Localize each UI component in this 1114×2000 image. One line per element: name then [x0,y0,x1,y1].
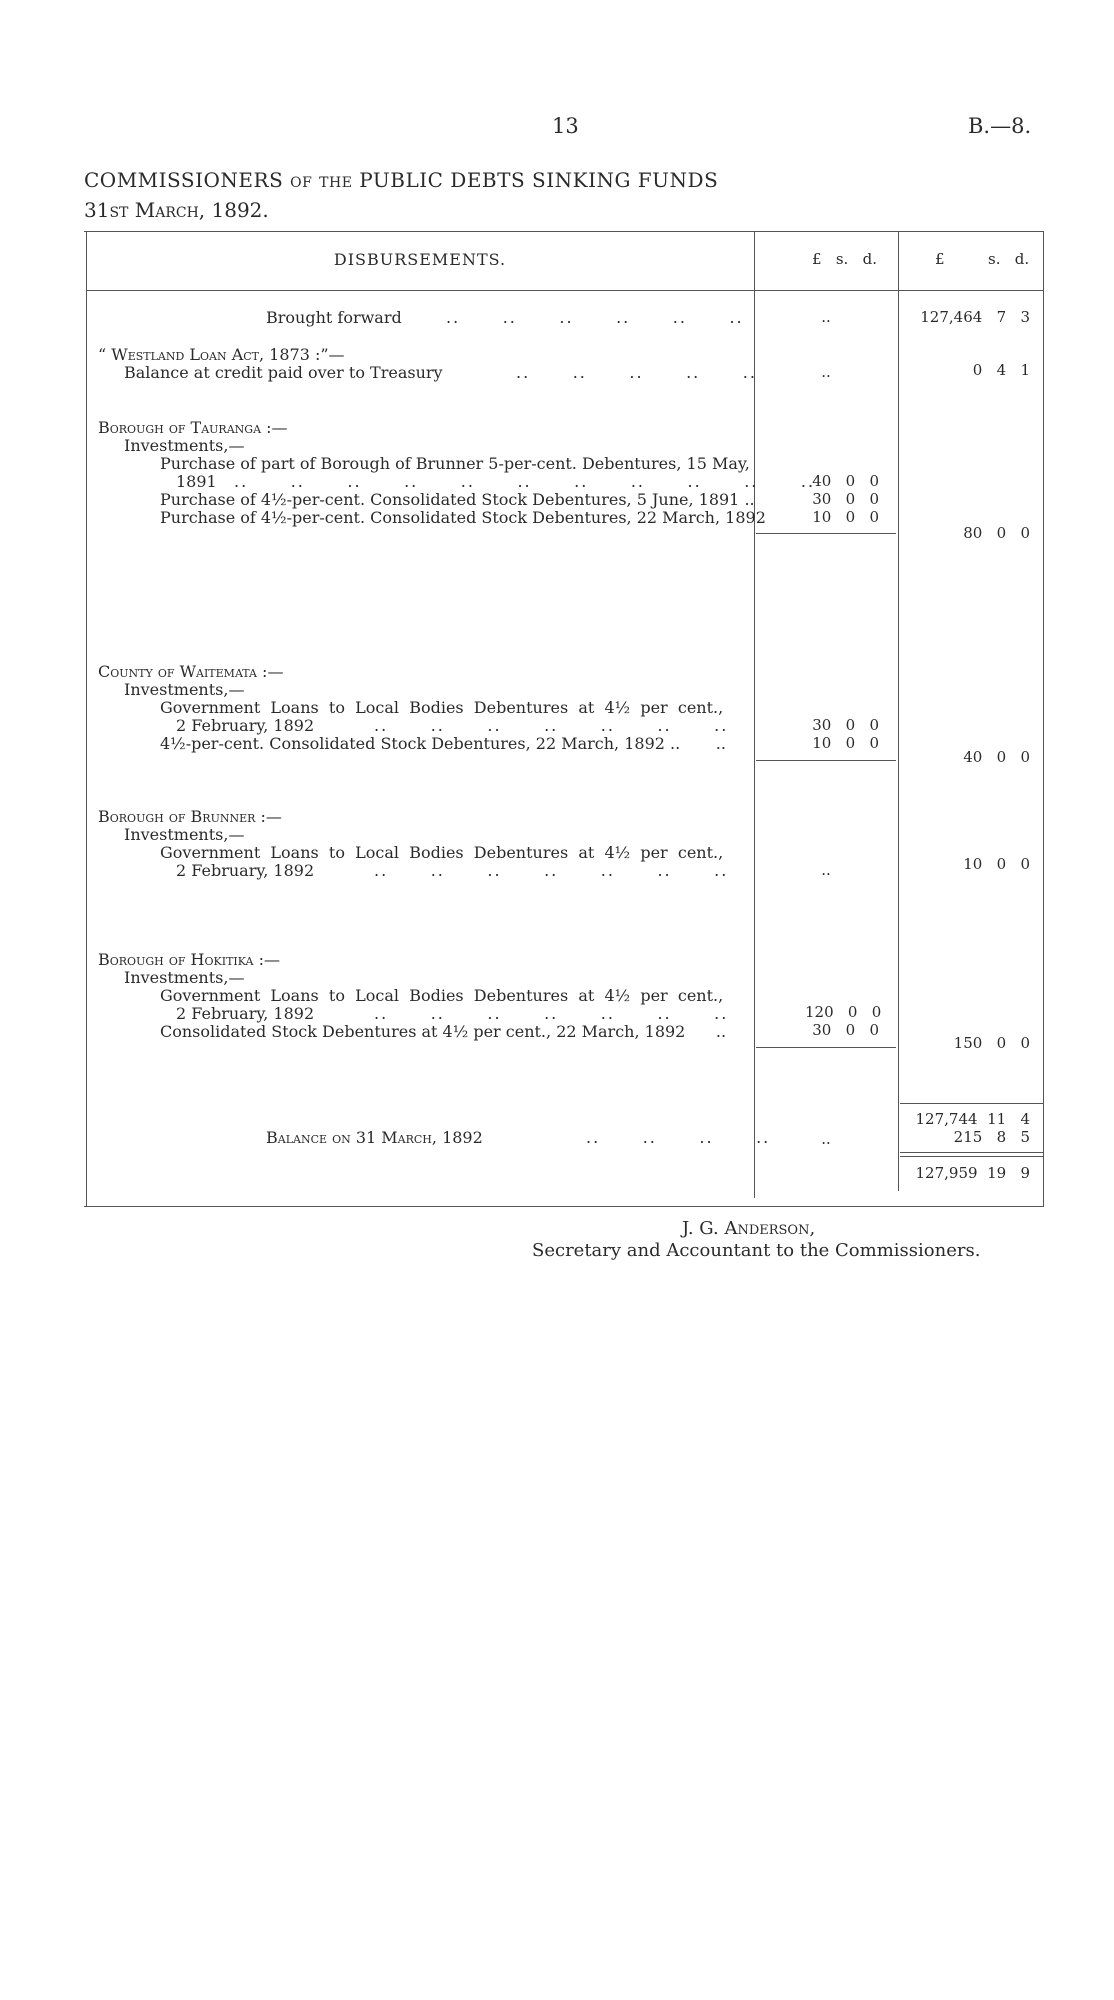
balance-label: Balance on 31 March, 1892 [266,1128,483,1147]
column-header-lsd-inner: £ s. d. [812,250,877,268]
hokitika-heading: Borough of Hokitika :— [98,950,280,969]
hokitika-line1b-leader: .. .. .. .. .. .. .. [374,1004,729,1023]
tauranga-value-3: 10 0 0 [812,508,879,526]
balance-inner: .. [821,1130,831,1148]
document-title: COMMISSIONERS of the PUBLIC DEBTS SINKING FUNDS [84,168,719,192]
tauranga-line3: Purchase of 4½-per-cent. Consolidated Stock Debentures, 22 March, 1892 [160,508,766,527]
waitemata-line1: Government Loans to Local Bodies Debentures at 4½ per cent., [160,698,724,717]
waitemata-value-2: 10 0 0 [812,734,879,752]
brought-forward-inner: .. [821,308,831,326]
waitemata-value-1: 30 0 0 [812,716,879,734]
document-reference: B.—8. [968,114,1032,138]
brunner-line1b: 2 February, 1892 [176,861,315,880]
westland-line: Balance at credit paid over to Treasury [124,363,443,382]
page-number: 13 [552,114,579,138]
subtotal-value: 127,744 11 4 [915,1110,1030,1128]
waitemata-sub: Investments,— [124,680,245,699]
signatory-name: J. G. Anderson, [682,1218,816,1239]
tauranga-value-2: 30 0 0 [812,490,879,508]
hokitika-line1b: 2 February, 1892 [176,1004,315,1023]
brunner-heading: Borough of Brunner :— [98,807,282,826]
signatory-role: Secretary and Accountant to the Commissioners. [532,1240,981,1261]
hokitika-line1: Government Loans to Local Bodies Debentures at 4½ per cent., [160,986,724,1005]
balance-value: 215 8 5 [953,1128,1030,1146]
tauranga-line1b: 1891 [176,472,217,491]
hokitika-line2: Consolidated Stock Debentures at 4½ per cent., 22 March, 1892 .. [160,1022,727,1041]
waitemata-total: 40 0 0 [963,748,1030,766]
column-header-disbursements: DISBURSEMENTS. [333,250,507,269]
brunner-total: 10 0 0 [963,855,1030,873]
column-header-sd-outer: s. d. [988,250,1030,268]
brought-forward-label: Brought forward [266,308,402,327]
westland-leader: .. .. .. .. .. [516,363,757,382]
waitemata-line1b: 2 February, 1892 [176,716,315,735]
column-header-pound-outer: £ [935,250,945,268]
grand-total-value: 127,959 19 9 [915,1164,1030,1182]
tauranga-heading: Borough of Tauranga :— [98,418,288,437]
waitemata-heading: County of Waitemata :— [98,662,284,681]
tauranga-value-1: 40 0 0 [812,472,879,490]
document-date: 31st March, 1892. [84,198,269,222]
brunner-line1b-leader: .. .. .. .. .. .. .. [374,861,729,880]
brunner-inner: .. [821,861,831,879]
westland-heading: “ Westland Loan Act, 1873 :”— [98,345,345,364]
brunner-sub: Investments,— [124,825,245,844]
brunner-line1: Government Loans to Local Bodies Debentures at 4½ per cent., [160,843,724,862]
balance-leader: .. .. .. .. [586,1128,771,1147]
hokitika-value-1: 120 0 0 [805,1003,882,1021]
waitemata-line1b-leader: .. .. .. .. .. .. .. [374,716,729,735]
waitemata-line2: 4½-per-cent. Consolidated Stock Debentures, 22 March, 1892 .. .. [160,734,726,753]
brought-forward-leader: .. .. .. .. .. .. [446,308,744,327]
westland-total: 0 4 1 [972,361,1030,379]
hokitika-sub: Investments,— [124,968,245,987]
tauranga-total: 80 0 0 [963,524,1030,542]
tauranga-line1: Purchase of part of Borough of Brunner 5-per-cent. Debentures, 15 May, [160,454,750,473]
hokitika-value-2: 30 0 0 [812,1021,879,1039]
tauranga-line2: Purchase of 4½-per-cent. Consolidated Stock Debentures, 5 June, 1891 .. [160,490,755,509]
hokitika-total: 150 0 0 [953,1034,1030,1052]
brought-forward-total: 127,464 7 3 [920,308,1030,326]
tauranga-sub: Investments,— [124,436,245,455]
westland-inner: .. [821,363,831,381]
tauranga-line1b-leader: .. .. .. .. .. .. .. .. .. .. .. [234,472,816,491]
